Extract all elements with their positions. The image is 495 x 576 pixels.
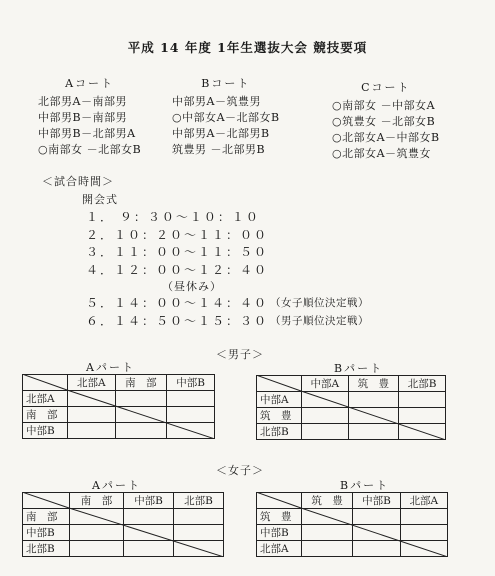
court-a-match: 中部男B－北部男A [38,127,136,140]
court-c-match: ○北部女A－中部女B [332,131,440,144]
result-cell [167,391,215,407]
lunch-break: （昼休み） [162,280,222,293]
result-cell [399,424,446,440]
result-cell [124,541,174,557]
result-cell [167,423,215,439]
court-a-match: 中部男B－南部男 [38,111,128,124]
col-header: 筑 豊 [348,376,399,392]
result-cell [70,525,124,541]
result-cell [302,509,353,525]
result-cell [353,525,400,541]
result-cell [399,392,446,408]
col-header: 中部B [353,493,400,509]
women-b-table [256,492,448,557]
schedule-slot: ６．１４：５０～１５：３０ [86,314,269,328]
row-header: 南 部 [23,509,70,525]
men-heading: ＜男子＞ [216,348,264,361]
result-cell [302,525,353,541]
result-cell [124,509,174,525]
row-header: 北部B [23,541,70,557]
row-header: 北部A [257,541,302,557]
result-cell [353,541,400,557]
schedule-slot: ２．１０：２０～１１：００ [86,228,269,242]
men-b-label: Bパート [334,362,384,375]
col-header: 北部B [399,376,446,392]
result-cell [399,408,446,424]
court-b-match: ○中部女A－北部女B [172,111,280,124]
court-a-name: Aコート [65,77,115,90]
col-header: 南 部 [115,375,167,391]
row-header: 南 部 [23,407,68,423]
court-c-name: Cコート [361,81,411,94]
court-c-match: ○南部女 －中部女A [332,99,436,112]
court-b [172,76,280,158]
court-a [38,76,141,158]
men-a-label: Aパート [86,361,135,374]
schedule-slot: ３．１１：００～１１：５０ [86,245,269,259]
women-a-label: Aパート [92,479,141,492]
corner-cell [23,493,70,509]
women-b-label: Bパート [340,479,390,492]
col-header: 中部B [167,375,215,391]
opening-ceremony: 開会式 [82,193,118,206]
row-header: 中部B [23,423,68,439]
col-header: 北部A [68,375,116,391]
result-cell [115,423,167,439]
court-a-match: 北部男A－南部男 [38,95,127,108]
result-cell [302,392,349,408]
court-a-match: ○南部女 －北部女B [38,143,142,156]
result-cell [348,408,399,424]
result-cell [68,423,116,439]
corner-cell [257,493,302,509]
col-header: 北部B [174,493,224,509]
schedule-note: （男子順位決定戦） [270,315,369,327]
result-cell [124,525,174,541]
result-cell [302,424,349,440]
result-cell [174,509,224,525]
result-cell [348,424,399,440]
court-b-name: Bコート [201,77,251,90]
result-cell [400,541,447,557]
result-cell [174,525,224,541]
row-header: 筑 豊 [257,408,302,424]
court-c-match: ○北部女A－筑豊女 [332,147,432,160]
result-cell [174,541,224,557]
court-c [332,80,440,162]
result-cell [353,509,400,525]
corner-cell [23,375,68,391]
page-title: 平成 14 年度 1年生選抜大会 競技要項 [127,40,368,55]
corner-cell [257,376,302,392]
result-cell [167,407,215,423]
col-header: 北部A [400,493,447,509]
court-c-match: ○筑豊女 －北部女B [332,115,436,128]
result-cell [115,391,167,407]
result-cell [115,407,167,423]
result-cell [348,392,399,408]
court-b-match: 中部男A－筑豊男 [172,95,261,108]
result-cell [70,509,124,525]
result-cell [302,408,349,424]
result-cell [302,541,353,557]
result-cell [70,541,124,557]
court-b-match: 筑豊男 －北部男B [172,143,266,156]
col-header: 筑 豊 [302,493,353,509]
row-header: 北部B [257,424,302,440]
schedule-slot: ５．１４：００～１４：４０ [86,296,269,310]
men-a-table [22,374,215,439]
col-header: 中部A [302,376,349,392]
schedule-heading: ＜試合時間＞ [42,175,114,188]
schedule-slot: １． ９：３０～１０：１０ [86,210,260,224]
row-header: 北部A [23,391,68,407]
result-cell [400,509,447,525]
col-header: 南 部 [70,493,124,509]
women-heading: ＜女子＞ [216,464,264,477]
court-b-match: 中部男A－北部男B [172,127,270,140]
men-b-table [256,375,446,440]
col-header: 中部B [124,493,174,509]
schedule-slot: ４．１２：００～１２：４０ [86,263,269,277]
row-header: 中部B [257,525,302,541]
result-cell [68,407,116,423]
row-header: 筑 豊 [257,509,302,525]
result-cell [400,525,447,541]
schedule-note: （女子順位決定戦） [270,297,369,309]
row-header: 中部B [23,525,70,541]
women-a-table [22,492,224,557]
row-header: 中部A [257,392,302,408]
result-cell [68,391,116,407]
